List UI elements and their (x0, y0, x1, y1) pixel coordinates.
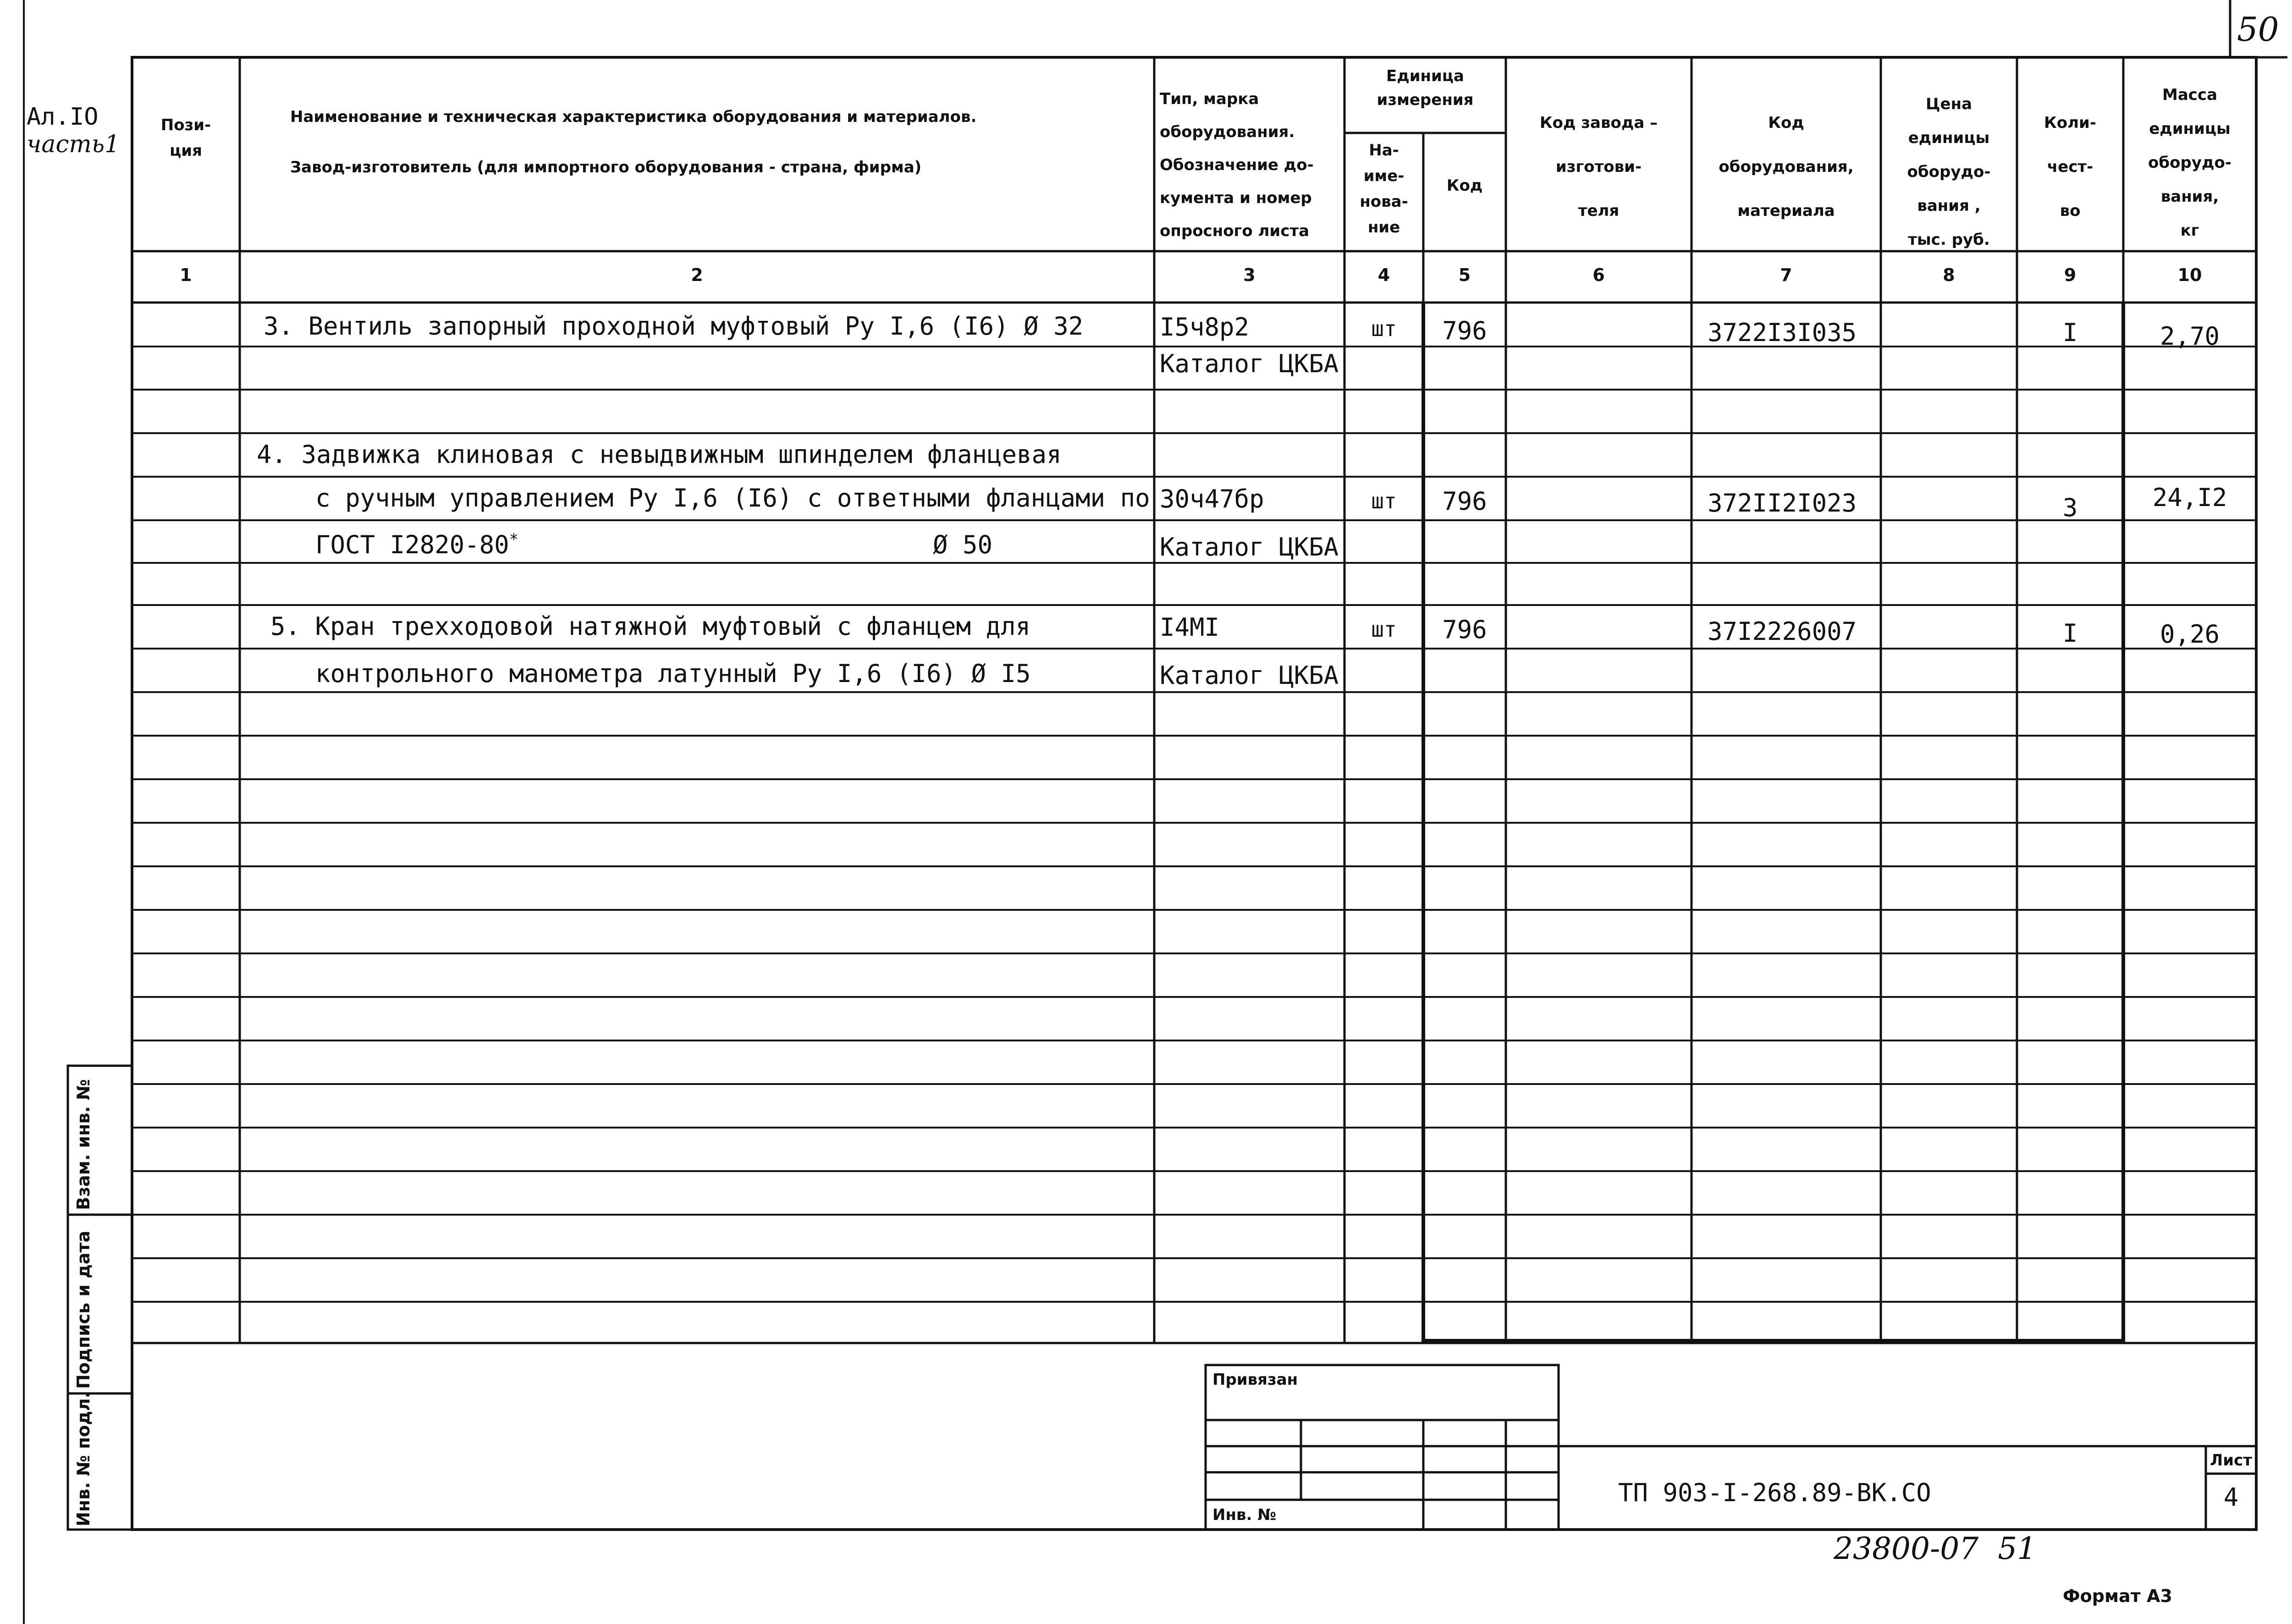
item-5-name-line2: контрольного манометра латунный Ру I,6 (I6) Ø I5 (315, 659, 1031, 688)
side-stamp-replaced-inv: Взам. инв. № (73, 1079, 94, 1210)
item-5-catalog: Каталог ЦКБА (1160, 661, 1339, 690)
item-5-unit-code: 796 (1442, 615, 1487, 644)
item-4-unit: шт (1371, 489, 1397, 513)
item-4-mass: 24,I2 (2152, 483, 2227, 512)
item-5-unit: шт (1371, 617, 1397, 642)
header-col5: Код (1446, 176, 1483, 195)
col-number-1: 1 (180, 265, 192, 285)
col-number-6: 6 (1592, 265, 1605, 285)
item-4-catalog: Каталог ЦКБА (1160, 533, 1339, 562)
item-4-code: 372II2I023 (1708, 489, 1857, 517)
item-5-code: 37I2226007 (1708, 617, 1857, 646)
item-3-name: 3. Вентиль запорный проходной муфтовый Ру I,6 (I6) Ø 32 (264, 312, 1084, 341)
item-4-name-line3: ГОСТ I2820-80* (315, 530, 519, 559)
item-4-unit-code: 796 (1442, 487, 1487, 516)
header-col9: Коли- чест- во (2044, 114, 2096, 220)
stamp-sheet-label: Лист (2210, 1451, 2252, 1470)
header-col1: Пози- ция (160, 116, 211, 160)
item-4-name-line2: с ручным управлением Ру I,6 (I6) с ответными фланцами по (315, 484, 1150, 512)
item-5-type: I4MI (1160, 613, 1220, 642)
header-unit: Единица измерения (1377, 67, 1474, 109)
album-part: часть1 (27, 131, 120, 158)
header-col7: Код оборудования, материала (1719, 114, 1854, 220)
header-col4: На- име- нова- ние (1360, 141, 1408, 237)
stamp-sheet-number: 4 (2223, 1483, 2239, 1512)
col-number-2: 2 (691, 265, 703, 285)
col-number-5: 5 (1458, 265, 1471, 285)
header-col2-line1: Наименование и техническая характеристика оборудования и материалов. (290, 108, 977, 126)
col-number-4: 4 (1377, 265, 1390, 285)
item-4-type: 30ч47бр (1160, 484, 1264, 513)
stamp-inv-no: Инв. № (1212, 1506, 1277, 1524)
stamp-doc-code: ТП 903-I-268.89-ВК.СО (1618, 1478, 1931, 1507)
item-3-qty: I (2062, 318, 2078, 347)
header-col8: Цена единицы оборудо- вания , тыс. руб. (1907, 95, 1991, 249)
album-label: Ал.IO (27, 103, 99, 131)
item-5-qty: I (2062, 619, 2078, 648)
item-3-catalog: Каталог ЦКБА (1160, 349, 1339, 378)
item-5-name-line1: 5. Кран трехходовой натяжной муфтовый с фланцем для (270, 612, 1031, 641)
item-4-qty: 3 (2062, 493, 2078, 522)
header-col10: Масса единицы оборудо- вания, кг (2148, 86, 2231, 240)
side-stamp-original-inv: Инв. № подл. (73, 1391, 94, 1526)
stamp-privyazan: Привязан (1212, 1371, 1298, 1389)
col-number-9: 9 (2064, 265, 2077, 285)
item-5-mass: 0,26 (2160, 620, 2220, 649)
col-number-8: 8 (1943, 265, 1955, 285)
item-3-unit: шт (1371, 316, 1397, 341)
item-3-type: I5ч8р2 (1160, 313, 1250, 341)
item-4-name-line1: 4. Задвижка клиновая с невыдвижным шпинделем фланцевая (257, 440, 1062, 469)
col-number-10: 10 (2177, 265, 2202, 285)
item-3-unit-code: 796 (1442, 316, 1487, 345)
side-stamp-signature-date: Подпись и дата (73, 1230, 94, 1389)
item-3-mass: 2,70 (2160, 322, 2220, 351)
col-number-7: 7 (1780, 265, 1792, 285)
item-3-code: 3722I3I035 (1708, 318, 1857, 347)
footer-format: Формат А3 (2063, 1586, 2172, 1606)
footer-handwritten-number: 23800-07 51 (1834, 1531, 2037, 1566)
header-col6: Код завода – изготови- теля (1539, 114, 1658, 220)
page-number: 50 (2237, 10, 2279, 49)
header-col3: Тип, марка оборудования. Обозначение до- кумента и номер опросного листа (1160, 90, 1314, 240)
col-number-3: 3 (1243, 265, 1256, 285)
header-col2-line2: Завод-изготовитель (для импортного оборудования - страна, фирма) (290, 158, 922, 176)
item-4-diameter: Ø 50 (933, 530, 993, 559)
